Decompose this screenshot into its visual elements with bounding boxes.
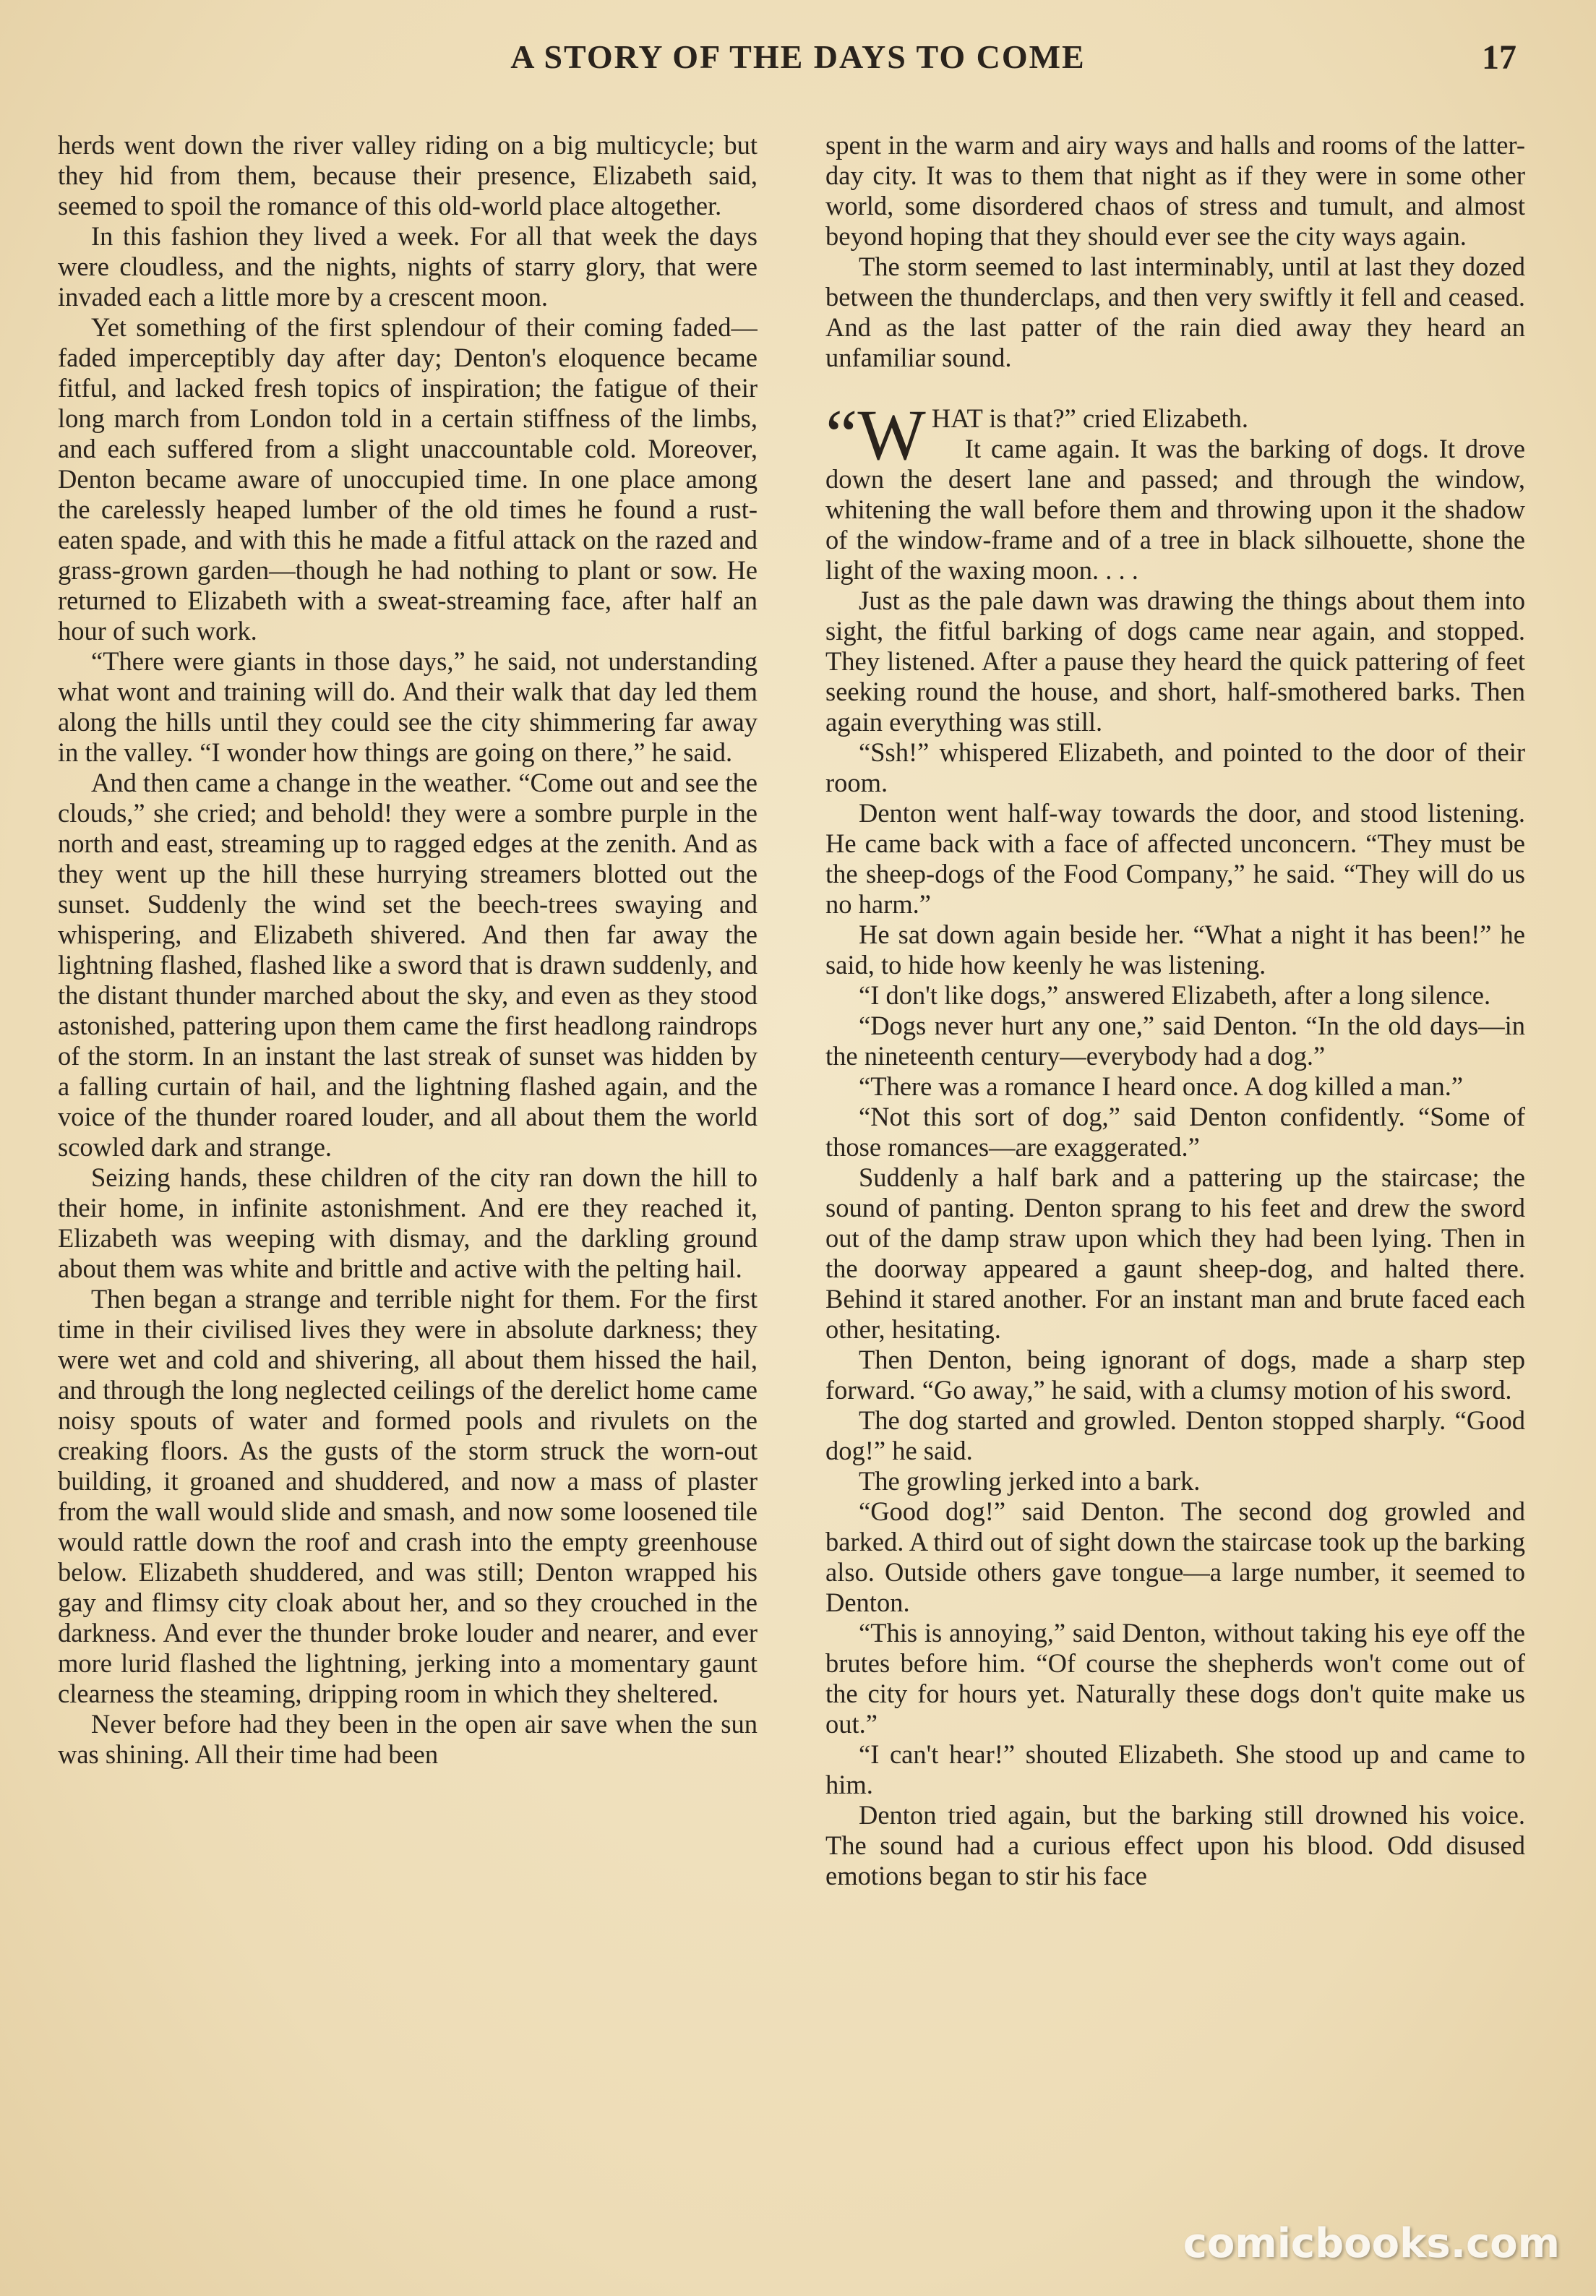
dropcap-line: HAT is that?” cried Elizabeth. [931, 403, 1248, 433]
site-watermark: comicbooks.com [1183, 2220, 1560, 2267]
paragraph: The dog started and growled. Denton stopped sharply. “Good dog!” he said. [825, 1405, 1525, 1465]
paragraph: “Dogs never hurt any one,” said Denton. “In the old days—in the nineteenth century—everybody had a dog.” [825, 1011, 1525, 1071]
paragraph: Denton tried again, but the barking still drowned his voice. The sound had a curious effect upon his blood. Odd disused emotions began to stir his face [825, 1800, 1525, 1890]
paragraph: “Not this sort of dog,” said Denton confidently. “Some of those romances—are exaggerated.” [825, 1102, 1525, 1162]
text-columns [58, 130, 1525, 2256]
paragraph: Seizing hands, these children of the city ran down the hill to their home, in infinite astonishment. And ere they reached it, Elizabeth was weeping with dismay, and the darkling ground about them was white and brittle and active with the pelting hail. [58, 1162, 758, 1283]
page-title: A STORY OF THE DAYS TO COME [510, 38, 1086, 75]
paragraph: Then Denton, being ignorant of dogs, made a sharp step forward. “Go away,” he said, with a clumsy motion of his sword. [825, 1345, 1525, 1405]
paragraph: Yet something of the first splendour of their coming faded—faded imperceptibly day after day; Denton's eloquence became fitful, and lacked fresh topics of inspiration; the fatigue of their long march from London told in a certain stiffness of the limbs, and each suffered from a slight unaccountable cold. Moreover, Denton became aware of unoccupied time. In one place among the carelessly heaped lumber of the old times he found a rust-eaten spade, and with this he made a fitful attack on the razed and grass-grown garden—though he had nothing to plant or sow. He returned to Elizabeth with a sweat-streaming face, after half an hour of such work. [58, 312, 758, 646]
paragraph: “Ssh!” whispered Elizabeth, and pointed to the door of their room. [825, 737, 1525, 797]
paragraph: And then came a change in the weather. “Come out and see the clouds,” she cried; and behold! they were a sombre purple in the north and east, streaming up to ragged edges at the zenith. And as they went up the hill these hurrying streamers blotted out the sunset. Suddenly the wind set the beech-trees swaying and whispering, and Elizabeth shivered. And then far away the lightning flashed, flashed like a sword that is drawn suddenly, and the distant thunder marched about the sky, and even as they stood astonished, pattering upon them came the first headlong raindrops of the storm. In an instant the last streak of sunset was hidden by a falling curtain of hail, and the lightning flashed again, and the voice of the thunder roared louder, and all about them the world scowled dark and strange. [58, 768, 758, 1162]
drop-cap: “W [825, 395, 926, 475]
paragraph: “I can't hear!” shouted Elizabeth. She stood up and came to him. [825, 1739, 1525, 1799]
paragraph: “Good dog!” said Denton. The second dog growled and barked. A third out of sight down the staircase took up the barking also. Outside others gave tongue—a large number, it seemed to Denton. [825, 1496, 1525, 1617]
paragraph: herds went down the river valley riding on a big multicycle; but they hid from them, because their presence, Elizabeth said, seemed to spoil the romance of this old-world place altogether. [58, 130, 758, 220]
running-header [0, 38, 1596, 88]
section-break [825, 373, 1525, 403]
paragraph: In this fashion they lived a week. For all that week the days were cloudless, and the nights, nights of starry glory, that were invaded each a little more by a crescent moon. [58, 221, 758, 312]
paragraph: Never before had they been in the open air save when the sun was shining. All their time had been [58, 1709, 758, 1769]
paragraph: spent in the warm and airy ways and halls and rooms of the latter-day city. It was to them that night as if they were in some other world, some disordered chaos of stress and tumult, and almost beyond hoping that they should ever see the city ways again. [825, 130, 1525, 251]
paragraph: Just as the pale dawn was drawing the things about them into sight, the fitful barking of dogs came near again, and stopped. They listened. After a pause they heard the quick pattering of feet seeking round the house, and short, half-smothered barks. Then again everything was still. [825, 586, 1525, 737]
paragraph: Then began a strange and terrible night for them. For the first time in their civilised lives they were in absolute darkness; they were wet and cold and shivering, all about them hissed the hail, and through the long neglected ceilings of the derelict home came noisy spouts of water and formed pools and rivulets on the creaking floors. As the gusts of the storm struck the worn-out building, it groaned and shuddered, and now a mass of plaster from the wall would slide and smash, and now some loosened tile would rattle down the roof and crash into the empty greenhouse below. Elizabeth shuddered, and was still; Denton wrapped his gay and flimsy city cloak about her, and so they crouched in the darkness. And ever the thunder broke louder and nearer, and ever more lurid flashed the lightning, jerking into a momentary gaunt clearness the steaming, dripping room in which they sheltered. [58, 1284, 758, 1708]
paragraph: “There were giants in those days,” he said, not understanding what wont and training will do. And their walk that day led them along the hills until they could see the city shimmering far away in the valley. “I wonder how things are going on there,” he said. [58, 646, 758, 767]
page-number: 17 [1482, 38, 1516, 77]
paragraph: Suddenly a half bark and a pattering up the staircase; the sound of panting. Denton sprang to his feet and drew the sword out of the damp straw upon which they had been lying. Then in the doorway appeared a gaunt sheep-dog, and halted there. Behind it stared another. For an instant man and brute faced each other, hesitating. [825, 1162, 1525, 1344]
dropcap-continuation: It came again. It was the barking of dogs. It drove down the desert lane and passed; and through the window, whitening the wall before them and throwing upon it the shadow of the window-frame and of a tree in black silhouette, shone the light of the waxing moon. . . . [825, 434, 1525, 585]
paragraph: “I don't like dogs,” answered Elizabeth, after a long silence. [859, 980, 1491, 1010]
left-column [58, 130, 758, 2256]
paragraph: “This is annoying,” said Denton, without taking his eye off the brutes before him. “Of course the shepherds won't come out of the city for hours yet. Naturally these dogs don't quite make us out.” [825, 1618, 1525, 1739]
paragraph: “There was a romance I heard once. A dog killed a man.” [859, 1071, 1464, 1101]
paragraph: He sat down again beside her. “What a night it has been!” he said, to hide how keenly he was listening. [825, 920, 1525, 980]
paragraph: Denton went half-way towards the door, and stood listening. He came back with a face of affected unconcern. “They must be the sheep-dogs of the Food Company,” he said. “They will do us no harm.” [825, 798, 1525, 919]
paragraph: The growling jerked into a bark. [859, 1466, 1201, 1496]
right-column [825, 130, 1525, 2256]
paragraph: The storm seemed to last interminably, until at last they dozed between the thunderclaps, and then very swiftly it fell and ceased. And as the last patter of the rain died away they heard an unfamiliar sound. [825, 252, 1525, 372]
dropcap-paragraph [825, 395, 1525, 586]
